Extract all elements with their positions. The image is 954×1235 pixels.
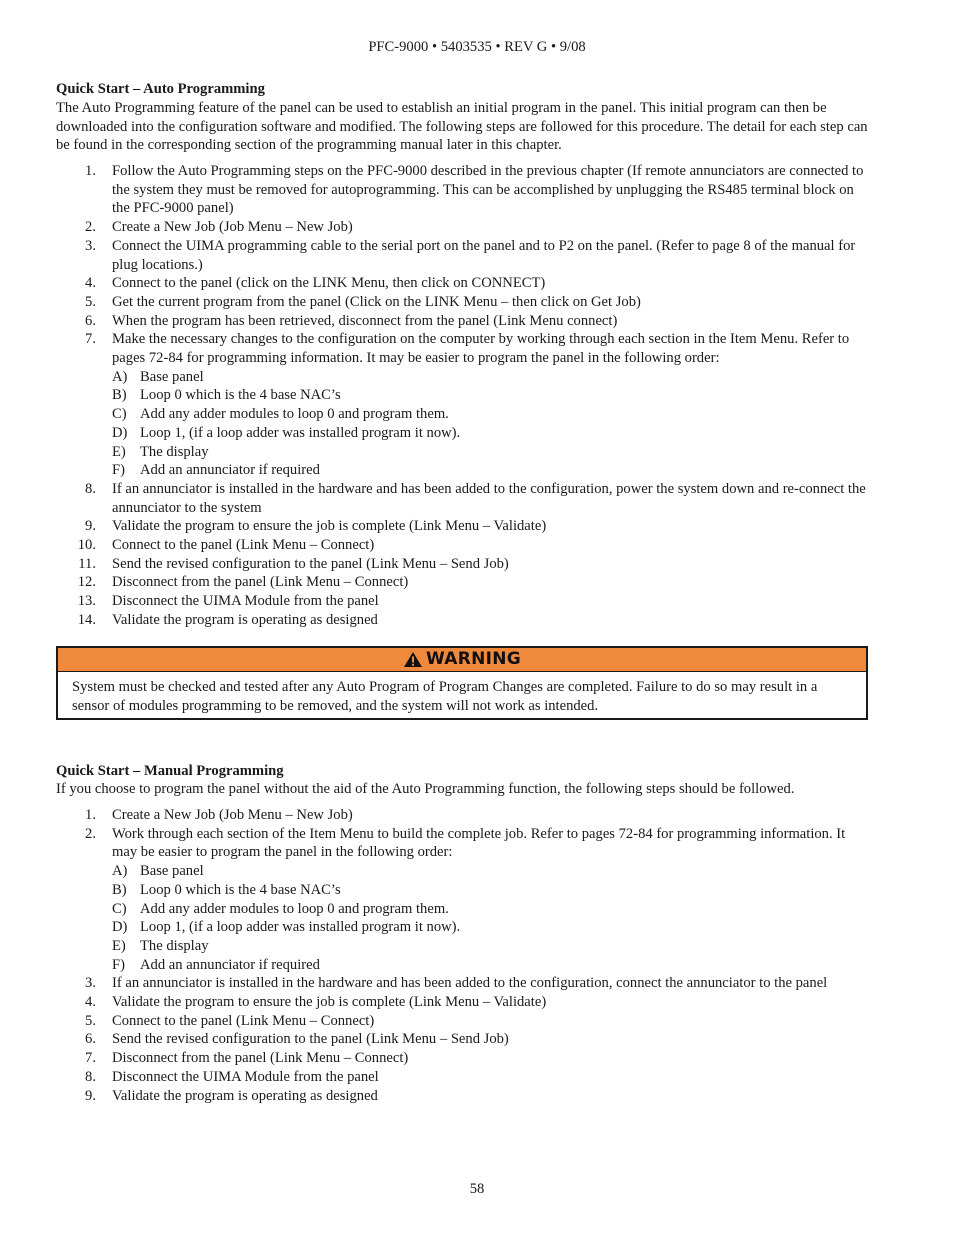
step-number: 6. <box>85 1031 96 1048</box>
step-text: If an annunciator is installed in the hardware and has been added to the configuration, connect the annunciator to the panel <box>112 975 828 992</box>
step-text: Disconnect the UIMA Module from the panel <box>112 1068 379 1085</box>
step-text: Disconnect from the panel (Link Menu – Connect) <box>112 1050 409 1067</box>
list-item <box>56 1030 871 1049</box>
sub-text: The display <box>140 443 209 460</box>
list-item <box>56 330 871 480</box>
list-item <box>56 480 871 517</box>
sub-text: The display <box>140 937 209 954</box>
list-item <box>56 237 871 274</box>
sub-letter: A) <box>112 863 128 880</box>
list-item <box>56 162 871 218</box>
step-number: 7. <box>85 1050 96 1067</box>
sub-letter: F) <box>112 956 125 973</box>
sub-letter: F) <box>112 462 125 479</box>
list-item <box>56 517 871 536</box>
sub-item <box>112 918 871 937</box>
step-number: 14. <box>77 611 96 628</box>
step-number: 6. <box>85 312 96 329</box>
sub-item <box>112 424 871 443</box>
sub-text: Loop 1, (if a loop adder was installed program it now). <box>140 424 461 441</box>
sub-letter: E) <box>112 937 126 954</box>
warning-header <box>58 648 866 672</box>
auto-steps-list <box>56 162 871 630</box>
list-item <box>56 274 871 293</box>
step-text: When the program has been retrieved, disconnect from the panel (Link Menu connect) <box>112 312 618 329</box>
list-item <box>56 825 871 975</box>
sub-item <box>112 900 871 919</box>
step-number: 1. <box>85 807 96 823</box>
step-number: 1. <box>85 163 96 179</box>
manual-programming-title: Quick Start – Manual Programming <box>56 763 284 779</box>
sub-text: Add an annunciator if required <box>140 462 320 479</box>
step-text: Disconnect the UIMA Module from the panel <box>112 593 379 610</box>
list-item <box>56 218 871 237</box>
step-number: 5. <box>85 1012 96 1029</box>
step-number: 7. <box>85 331 96 348</box>
step-number: 10. <box>77 537 96 554</box>
sub-text: Loop 1, (if a loop adder was installed program it now). <box>140 919 461 936</box>
step-text: Follow the Auto Programming steps on the PFC-9000 described in the previous chapter (If remote annunciators are connected to the system they must be removed for autoprogramming. This can be accomplished by unplugging the RS485 terminal block on the PFC-9000 panel) <box>112 163 864 217</box>
warning-title: WARNING <box>425 649 522 670</box>
sub-letter: D) <box>112 919 128 936</box>
page-number: 58 <box>469 1181 485 1197</box>
sub-letter: E) <box>112 443 126 460</box>
step-text: Connect to the panel (click on the LINK Menu, then click on CONNECT) <box>112 275 546 292</box>
sub-text: Add any adder modules to loop 0 and program them. <box>140 900 449 917</box>
warning-text: System must be checked and tested after any Auto Program of Program Changes are completed. Failure to do so may result in a sensor of modules programming to be removed, and the system will not work as intended. <box>72 679 818 714</box>
step-number: 11. <box>78 555 96 572</box>
sub-item <box>112 956 871 975</box>
step-text: Connect to the panel (Link Menu – Connect) <box>112 537 375 554</box>
step-text: Create a New Job (Job Menu – New Job) <box>112 807 353 823</box>
step-text: Make the necessary changes to the configuration on the computer by working through each section in the Item Menu. Refer to pages 72-84 for programming information. It may be easier to program the panel in the following order: <box>112 331 850 367</box>
list-item <box>56 312 871 331</box>
step-text: Connect the UIMA programming cable to the serial port on the panel and to P2 on the panel. (Refer to page 8 of the manual for plug locations.) <box>112 237 856 273</box>
list-item <box>56 993 871 1012</box>
list-item <box>56 293 871 312</box>
manual-steps-list <box>56 806 871 1105</box>
sub-text: Base panel <box>140 863 204 880</box>
list-item <box>56 592 871 611</box>
warning-box <box>56 646 868 720</box>
sub-item <box>112 937 871 956</box>
step-text: Disconnect from the panel (Link Menu – Connect) <box>112 574 409 591</box>
page-header: PFC-9000 • 5403535 • REV G • 9/08 <box>368 39 586 55</box>
sub-letter: B) <box>112 881 127 898</box>
list-item <box>56 611 871 630</box>
list-item <box>56 1068 871 1087</box>
step-number: 13. <box>77 593 96 610</box>
step-number: 4. <box>85 994 96 1011</box>
sub-item <box>112 405 871 424</box>
step-number: 2. <box>85 219 96 236</box>
step-text: Create a New Job (Job Menu – New Job) <box>112 219 353 236</box>
step-text: Validate the program to ensure the job is complete (Link Menu – Validate) <box>112 994 547 1011</box>
sub-letter: D) <box>112 424 128 441</box>
step-text: Connect to the panel (Link Menu – Connect) <box>112 1012 375 1029</box>
list-item <box>56 555 871 574</box>
step-text: Send the revised configuration to the panel (Link Menu – Send Job) <box>112 555 509 572</box>
step-number: 8. <box>85 480 96 497</box>
sub-text: Loop 0 which is the 4 base NAC’s <box>140 881 341 898</box>
list-item <box>56 1087 871 1106</box>
sub-letter: A) <box>112 368 128 385</box>
list-item <box>56 536 871 555</box>
list-item <box>56 573 871 592</box>
step-number: 12. <box>77 574 96 591</box>
warning-triangle-icon <box>403 651 423 668</box>
step-number: 3. <box>85 237 96 254</box>
sub-item <box>112 461 871 480</box>
auto-programming-title: Quick Start – Auto Programming <box>56 81 265 97</box>
step-number: 3. <box>85 975 96 992</box>
sub-text: Base panel <box>140 368 204 385</box>
sub-item <box>112 862 871 881</box>
step-text: If an annunciator is installed in the hardware and has been added to the configuration, power the system down and re-connect the annunciator to the system <box>112 480 866 516</box>
step-number: 4. <box>85 275 96 292</box>
manual-programming-intro: If you choose to program the panel without the aid of the Auto Programming function, the following steps should be followed. <box>56 781 795 797</box>
list-item <box>56 1012 871 1031</box>
step-number: 8. <box>85 1068 96 1085</box>
sub-letter: C) <box>112 900 127 917</box>
sub-item <box>112 881 871 900</box>
sub-text: Loop 0 which is the 4 base NAC’s <box>140 387 341 404</box>
step-text: Get the current program from the panel (Click on the LINK Menu – then click on Get Job) <box>112 293 641 310</box>
step-text: Validate the program is operating as designed <box>112 1087 378 1104</box>
list-item <box>56 1049 871 1068</box>
sub-letter: C) <box>112 406 127 423</box>
step-number: 5. <box>85 293 96 310</box>
sub-item <box>112 443 871 462</box>
list-item <box>56 974 871 993</box>
step-number: 9. <box>85 1087 96 1104</box>
sub-item <box>112 386 871 405</box>
auto-programming-intro: The Auto Programming feature of the panel can be used to establish an initial program in the panel. This initial program can then be downloaded into the configuration software and modified. The following steps are followed for this procedure. The detail for each step can be found in the corresponding section of the programming manual later in this chapter. <box>56 100 868 154</box>
sub-item <box>112 368 871 387</box>
step-text: Validate the program is operating as designed <box>112 611 378 628</box>
sub-text: Add an annunciator if required <box>140 956 320 973</box>
sub-text: Add any adder modules to loop 0 and program them. <box>140 406 449 423</box>
step-text: Send the revised configuration to the panel (Link Menu – Send Job) <box>112 1031 509 1048</box>
step-number: 2. <box>85 825 96 842</box>
step-text: Work through each section of the Item Menu to build the complete job. Refer to pages 72-84 for programming information. It may be easier to program the panel in the following order: <box>112 825 846 861</box>
sub-letter: B) <box>112 387 127 404</box>
list-item <box>56 806 871 825</box>
step-text: Validate the program to ensure the job is complete (Link Menu – Validate) <box>112 518 547 535</box>
step-number: 9. <box>85 518 96 535</box>
